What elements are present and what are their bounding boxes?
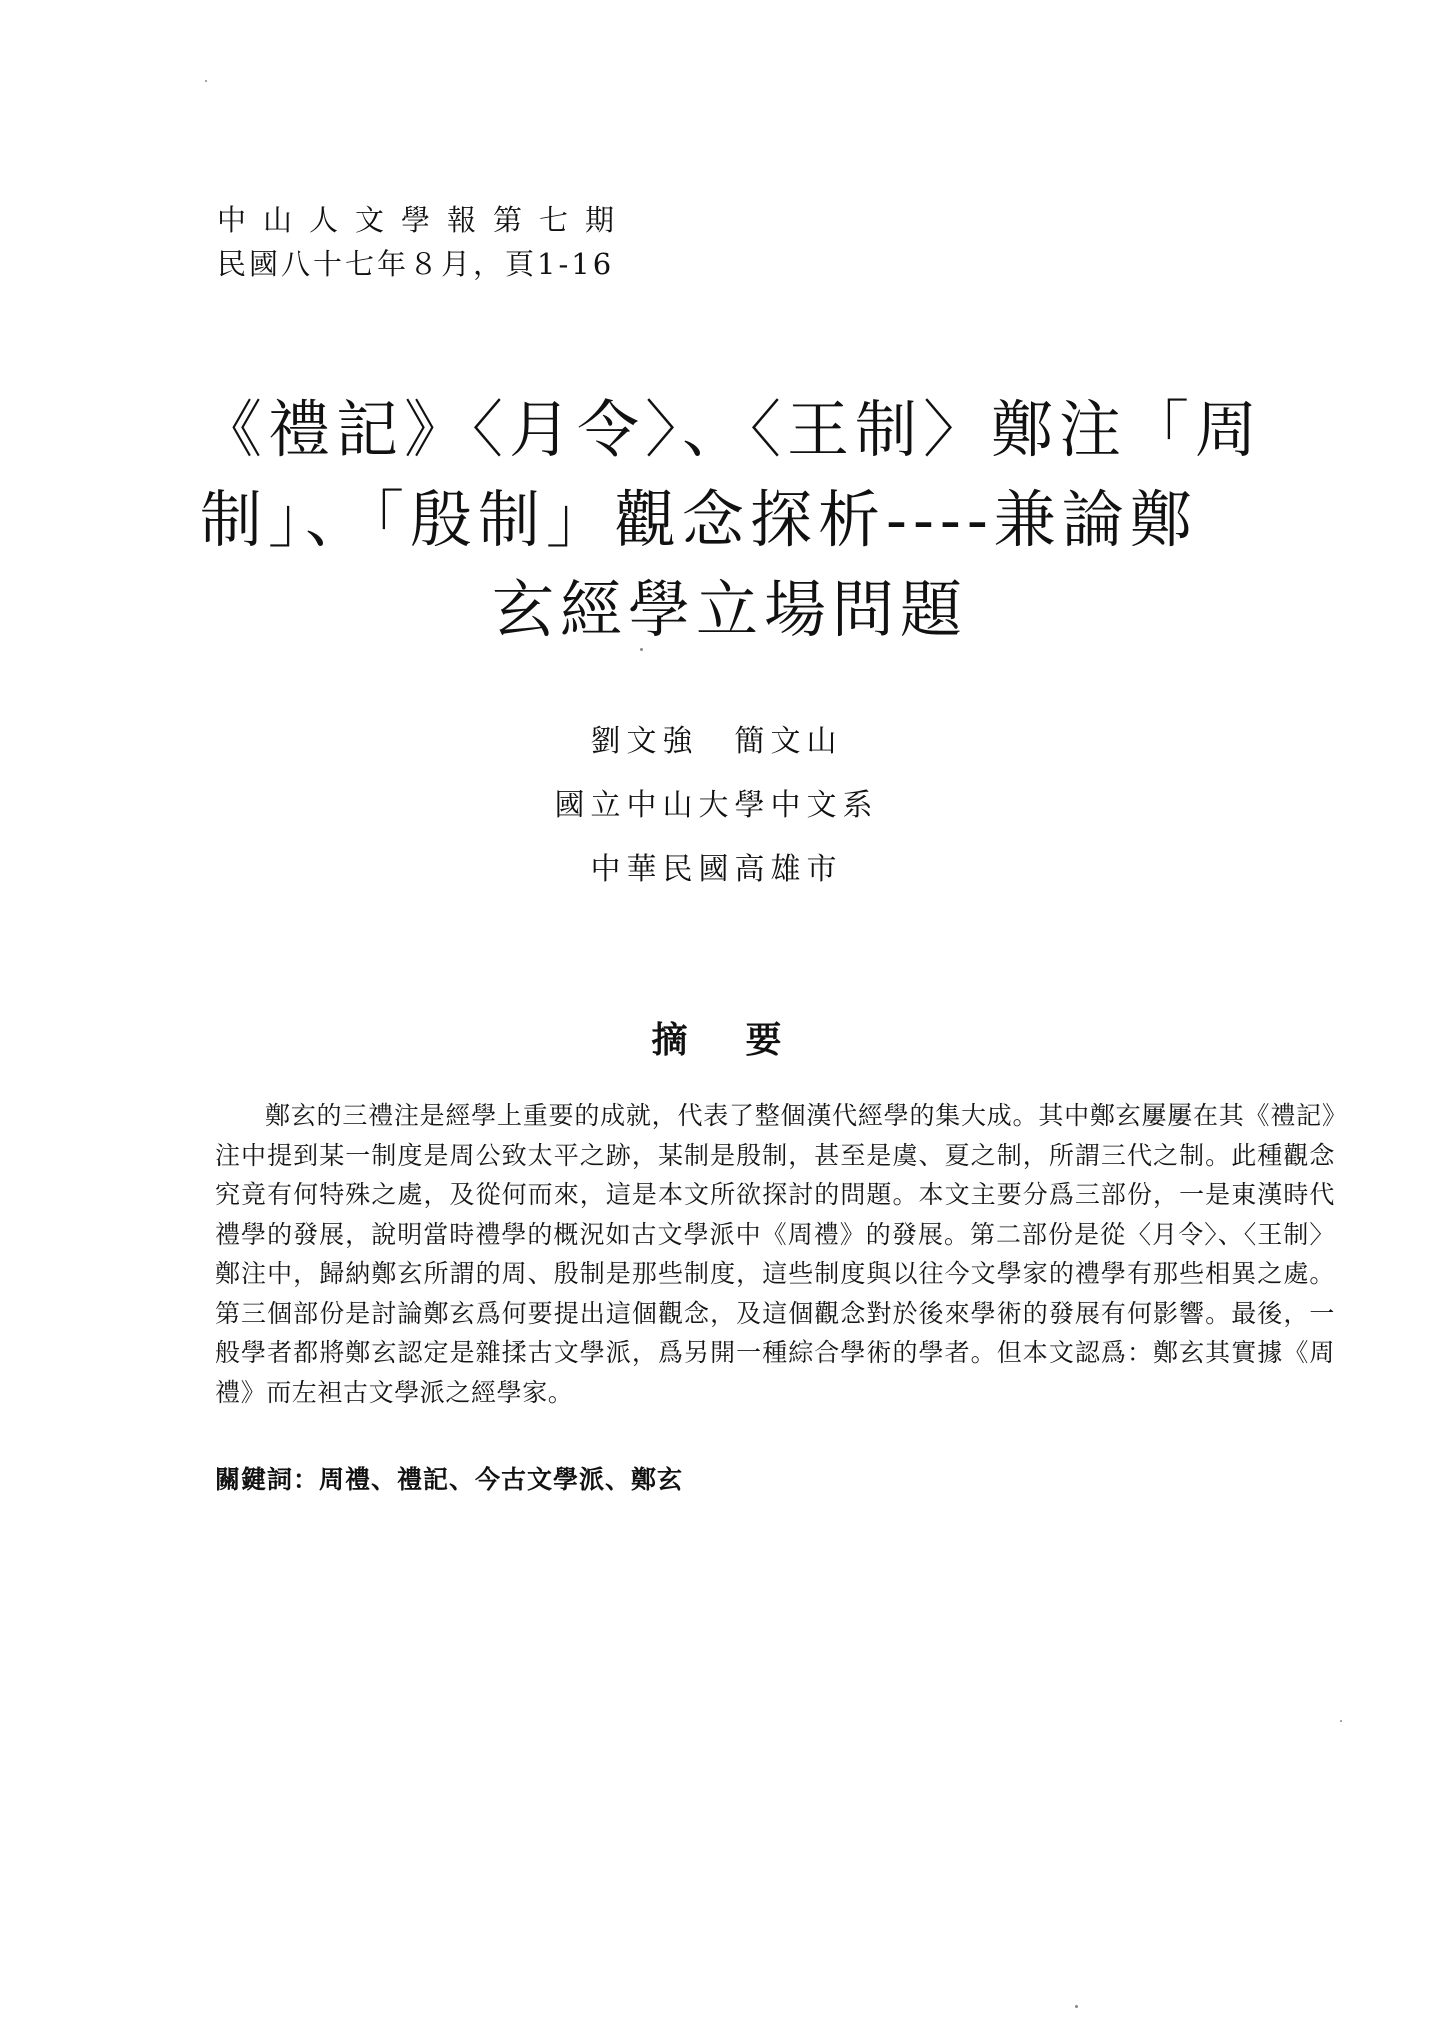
abstract-heading: 摘要	[651, 1020, 840, 1061]
affiliation: 國立中山大學中文系	[554, 788, 879, 823]
title-line-2: 制」、「殷制」觀念探析----兼論鄭	[200, 483, 1198, 556]
authors: 劉文強 簡文山	[590, 724, 843, 759]
scan-speck	[640, 648, 643, 651]
title-line-1: 《禮記》〈月令〉、〈王制〉鄭注「周	[200, 393, 1264, 466]
paper-title	[200, 385, 1350, 655]
journal-issue-info: 民國八十七年８月，頁1-16	[217, 247, 615, 281]
scan-speck	[1075, 2005, 1078, 2008]
keywords: 關鍵詞：周禮、禮記、今古文學派、鄭玄	[215, 1465, 684, 1494]
scan-speck	[1340, 1720, 1342, 1722]
abstract-body: 鄭玄的三禮注是經學上重要的成就，代表了整個漢代經學的集大成。其中鄭玄屢屢在其《禮記》注中提到某一制度是周公致太平之跡，某制是殷制，甚至是虞、夏之制，所謂三代之制。此種觀念究竟有何特殊之處，及從何而來，這是本文所欲探討的問題。本文主要分爲三部份，一是東漢時代禮學的發展，說明當時禮學的概況如古文學派中《周禮》的發展。第二部份是從〈月令〉、〈王制〉鄭注中，歸納鄭玄所謂的周、殷制是那些制度，這些制度與以往今文學家的禮學有那些相異之處。第三個部份是討論鄭玄爲何要提出這個觀念，及這個觀念對於後來學術的發展有何影響。最後，一般學者都將鄭玄認定是雜揉古文學派，爲另開一種綜合學術的學者。但本文認爲：鄭玄其實據《周禮》而左袒古文學派之經學家。	[215, 1101, 1335, 1407]
journal-name: 中山人文學報第七期	[217, 203, 632, 237]
scan-speck	[205, 80, 207, 82]
title-line-3: 玄經學立場問題	[491, 573, 968, 646]
location: 中華民國高雄市	[590, 852, 843, 887]
journal-header	[217, 198, 631, 286]
